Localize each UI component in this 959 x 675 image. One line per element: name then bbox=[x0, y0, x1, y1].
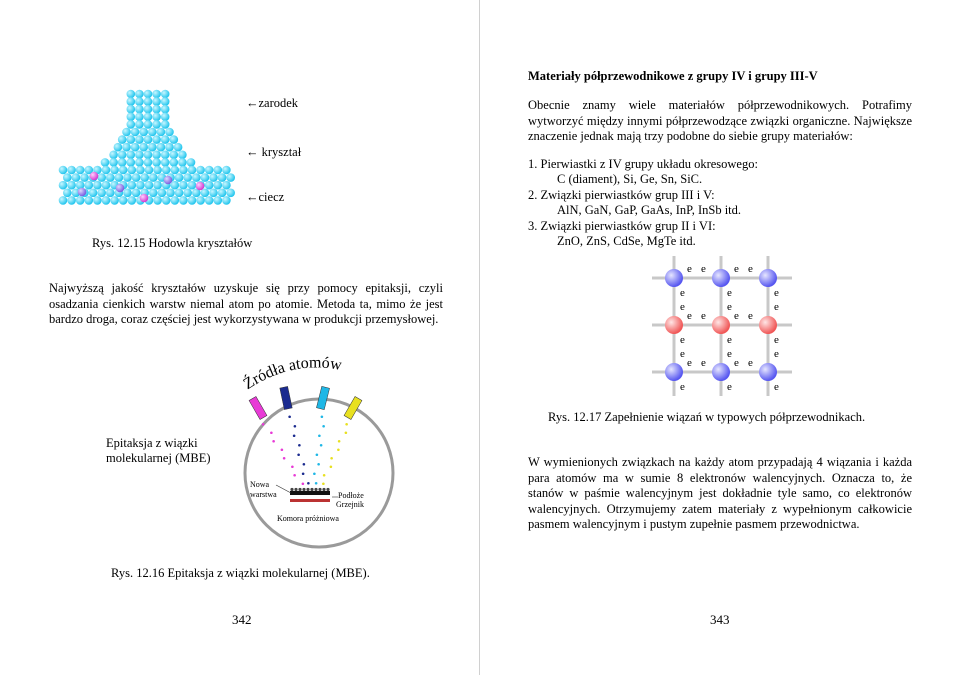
label-komora: Komora próżniowa bbox=[277, 514, 339, 523]
svg-text:e: e bbox=[774, 334, 779, 346]
svg-text:e: e bbox=[727, 348, 732, 360]
list-item-2-head: 2. Związki pierwiastków grup III i V: bbox=[528, 188, 715, 202]
svg-text:e: e bbox=[701, 357, 706, 369]
substrate-heater bbox=[290, 499, 330, 502]
svg-text:e: e bbox=[680, 334, 685, 346]
intro-paragraph: Obecnie znamy wiele materiałów półprzewodnikowych. Potrafimy wytworzyć między innymi półprzewodzące związki organiczne. Największe znaczenie jednak mają trzy podobne do siebie grupy materiałów: bbox=[528, 98, 912, 144]
list-item-3-items: ZnO, ZnS, CdSe, MgTe itd. bbox=[557, 234, 696, 248]
list-item-1-head: 1. Pierwiastki z IV grupy układu okresowego: bbox=[528, 157, 758, 171]
svg-text:e: e bbox=[774, 348, 779, 360]
svg-text:e: e bbox=[748, 357, 753, 369]
svg-text:e: e bbox=[680, 301, 685, 313]
label-warstwa: warstwa bbox=[250, 490, 277, 499]
svg-text:e: e bbox=[774, 301, 779, 313]
svg-text:e: e bbox=[734, 357, 739, 369]
svg-text:e: e bbox=[680, 348, 685, 360]
list-item-3-head: 3. Związki pierwiastków grup II i VI: bbox=[528, 219, 716, 233]
svg-text:e: e bbox=[687, 263, 692, 275]
figure-caption-12-16: Rys. 12.16 Epitaksja z wiązki molekularnej (MBE). bbox=[111, 566, 370, 580]
svg-text:e: e bbox=[680, 381, 685, 393]
svg-text:e: e bbox=[727, 381, 732, 393]
svg-text:e: e bbox=[727, 334, 732, 346]
list-item-2-items: AlN, GaN, GaP, GaAs, InP, InSb itd. bbox=[557, 203, 742, 217]
svg-text:e: e bbox=[727, 287, 732, 299]
label-krysztal: ← kryształ bbox=[246, 145, 302, 159]
svg-text:e: e bbox=[680, 287, 685, 299]
page-number-right: 343 bbox=[710, 612, 730, 627]
arc-title: Źródła atomów bbox=[240, 354, 344, 393]
new-layer bbox=[290, 491, 330, 495]
label-podloze: Podłoże bbox=[338, 491, 364, 500]
label-zarodek: ←zarodek bbox=[246, 96, 299, 110]
svg-text:e: e bbox=[748, 263, 753, 275]
label-grzejnik: Grzejnik bbox=[336, 500, 364, 509]
svg-text:e: e bbox=[687, 310, 692, 322]
figure-caption-12-15: Rys. 12.15 Hodowla kryształów bbox=[92, 236, 253, 250]
epitaxy-paragraph: Najwyższą jakość kryształów uzyskuje się przy pomocy epitaksji, czyli osadzania cienkich warstw niemal atom po atomie. Metoda ta, mimo że jest bardzo droga, coraz częściej jest wykorzystywana w produkcji przemysłowej. bbox=[49, 281, 443, 327]
svg-text:e: e bbox=[774, 381, 779, 393]
page-divider bbox=[479, 0, 480, 675]
svg-text:e: e bbox=[687, 357, 692, 369]
svg-text:e: e bbox=[701, 263, 706, 275]
svg-text:e: e bbox=[774, 287, 779, 299]
vacuum-chamber bbox=[245, 399, 393, 547]
svg-text:e: e bbox=[727, 301, 732, 313]
label-ciecz: ←ciecz bbox=[246, 190, 285, 204]
bond-lattice-figure bbox=[652, 256, 792, 396]
mbe-side-label: Epitaksja z wiązki molekularnej (MBE) bbox=[106, 436, 211, 466]
crystal-growth-figure bbox=[58, 88, 238, 210]
section-title: Materiały półprzewodnikowe z grupy IV i grupy III-V bbox=[528, 69, 818, 83]
label-nowa: Nowa bbox=[250, 480, 270, 489]
figure-caption-12-17: Rys. 12.17 Zapełnienie wiązań w typowych półprzewodnikach. bbox=[548, 410, 866, 424]
svg-text:e: e bbox=[748, 310, 753, 322]
bonds-paragraph: W wymienionych związkach na każdy atom przypadają 4 wiązania i każda para atomów ma w sumie 8 elektronów walencyjnych. Oznacza to, że stanów w paśmie walencyjnym jest dokładnie tyle samo, co elektronów walencyjnych. Otrzymujemy zatem materiały z wypełnionym całkowicie pasmem walencyjnym i pustym zupełnie pasmem przewodnictwa. bbox=[528, 455, 912, 532]
svg-text:e: e bbox=[701, 310, 706, 322]
page-number-left: 342 bbox=[232, 612, 252, 627]
svg-text:e: e bbox=[734, 310, 739, 322]
list-item-1-items: C (diament), Si, Ge, Sn, SiC. bbox=[557, 172, 703, 186]
svg-text:e: e bbox=[734, 263, 739, 275]
